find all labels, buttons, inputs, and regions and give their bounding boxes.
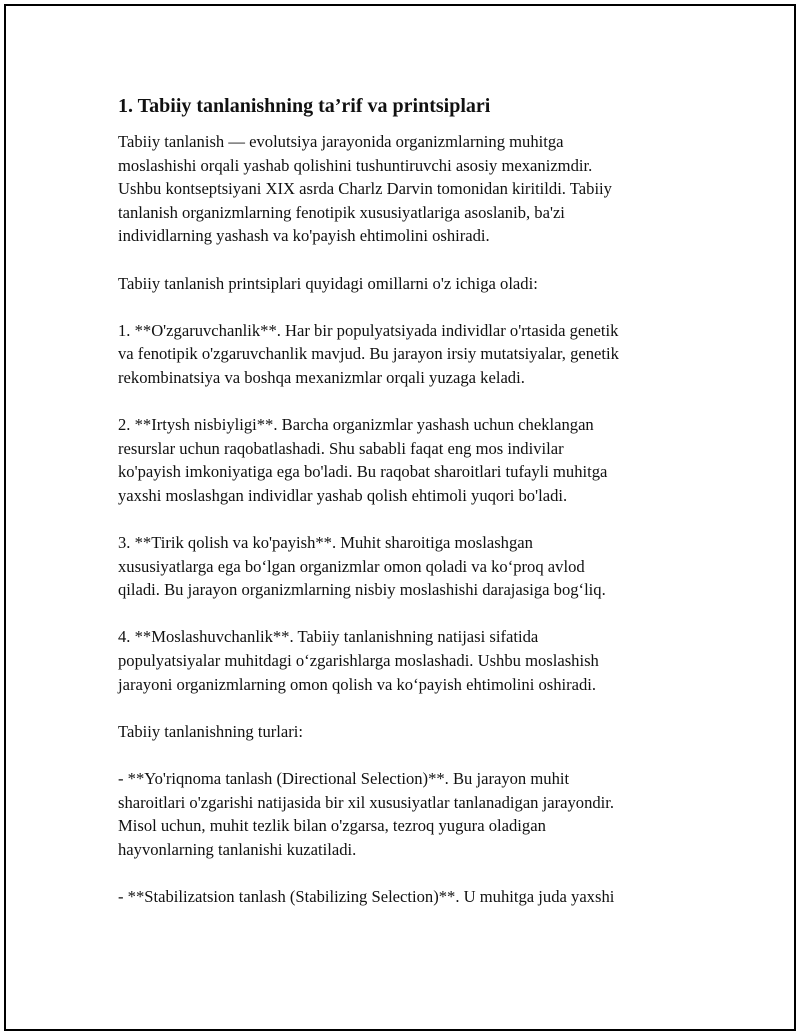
text-line: Ushbu kontseptsiyani XIX asrda Charlz Darvin tomonidan kiritildi. Tabiiy	[118, 179, 612, 199]
text-line: Misol uchun, muhit tezlik bilan o'zgarsa, tezroq yugura oladigan	[118, 816, 546, 836]
text-line: individlarning yashash va ko'payish ehtimolini oshiradi.	[118, 226, 490, 246]
text-line: 4. **Moslashuvchanlik**. Tabiiy tanlanishning natijasi sifatida	[118, 627, 539, 647]
text-line: 1. **O'zgaruvchanlik**. Har bir populyatsiyada individlar o'rtasida genetik	[118, 320, 619, 340]
text-line: rekombinatsiya va boshqa mexanizmlar orqali yuzaga keladi.	[118, 367, 525, 387]
text-line: Tabiiy tanlanish — evolutsiya jarayonida organizmlarning muhitga	[118, 132, 564, 151]
text-line: qiladi. Bu jarayon organizmlarning nisbiy moslashishi darajasiga bog‘liq.	[118, 580, 606, 600]
text-line: hayvonlarning tanlanishi kuzatiladi.	[118, 839, 357, 859]
text-line: ko'payish imkoniyatiga ega bo'ladi. Bu raqobat sharoitlari tufayli muhitga	[118, 462, 608, 482]
text-line: 3. **Tirik qolish va ko'payish**. Muhit sharoitiga moslashgan	[118, 533, 533, 553]
section-heading: 1. Tabiiy tanlanishning ta’rif va printsiplari	[118, 95, 491, 117]
text-line: 2. **Irtysh nisbiyligi**. Barcha organizmlar yashash uchun cheklangan	[118, 415, 594, 435]
text-line: va fenotipik o'zgaruvchanlik mavjud. Bu jarayon irsiy mutatsiyalar, genetik	[118, 344, 619, 364]
text-line: xususiyatlarga ega bo‘lgan organizmlar omon qoladi va ko‘proq avlod	[118, 556, 585, 576]
paragraph-principle-4	[118, 625, 688, 696]
paragraph-type-stabilizing	[118, 885, 688, 909]
text-line: Tabiiy tanlanishning turlari:	[118, 721, 304, 741]
paragraph-principle-1	[118, 319, 688, 390]
paragraph-intro	[118, 130, 688, 248]
text-line: - **Stabilizatsion tanlash (Stabilizing Selection)**. U muhitga juda yaxshi	[118, 887, 615, 906]
text-line: - **Yo'riqnoma tanlash (Directional Selection)**. Bu jarayon muhit	[118, 769, 570, 789]
text-line: yaxshi moslashgan individlar yashab qolish ehtimoli yuqori bo'ladi.	[118, 485, 568, 505]
text-line: Tabiiy tanlanish printsiplari quyidagi omillarni o'z ichiga oladi:	[118, 273, 538, 293]
text-line: moslashishi orqali yashab qolishini tushuntiruvchi asosiy mexanizmdir.	[118, 155, 593, 175]
text-line: resurslar uchun raqobatlashadi. Shu sababli faqat eng mos indivilar	[118, 438, 564, 458]
paragraph-type-directional	[118, 767, 688, 861]
document-page	[4, 4, 796, 1031]
text-line: tanlanish organizmlarning fenotipik xususiyatlariga asoslanib, ba'zi	[118, 202, 565, 222]
document-content	[118, 94, 688, 932]
paragraph-types-intro	[118, 720, 688, 744]
text-line: populyatsiyalar muhitdagi o‘zgarishlarga moslashadi. Ushbu moslashish	[118, 651, 599, 671]
paragraph-principle-3	[118, 531, 688, 602]
paragraph-principles-intro	[118, 272, 688, 296]
text-line: jarayoni organizmlarning omon qolish va ko‘payish ehtimolini oshiradi.	[118, 674, 597, 694]
paragraph-principle-2	[118, 413, 688, 507]
text-line: sharoitlari o'zgarishi natijasida bir xil xususiyatlar tanlanadigan jarayondir.	[118, 792, 615, 812]
